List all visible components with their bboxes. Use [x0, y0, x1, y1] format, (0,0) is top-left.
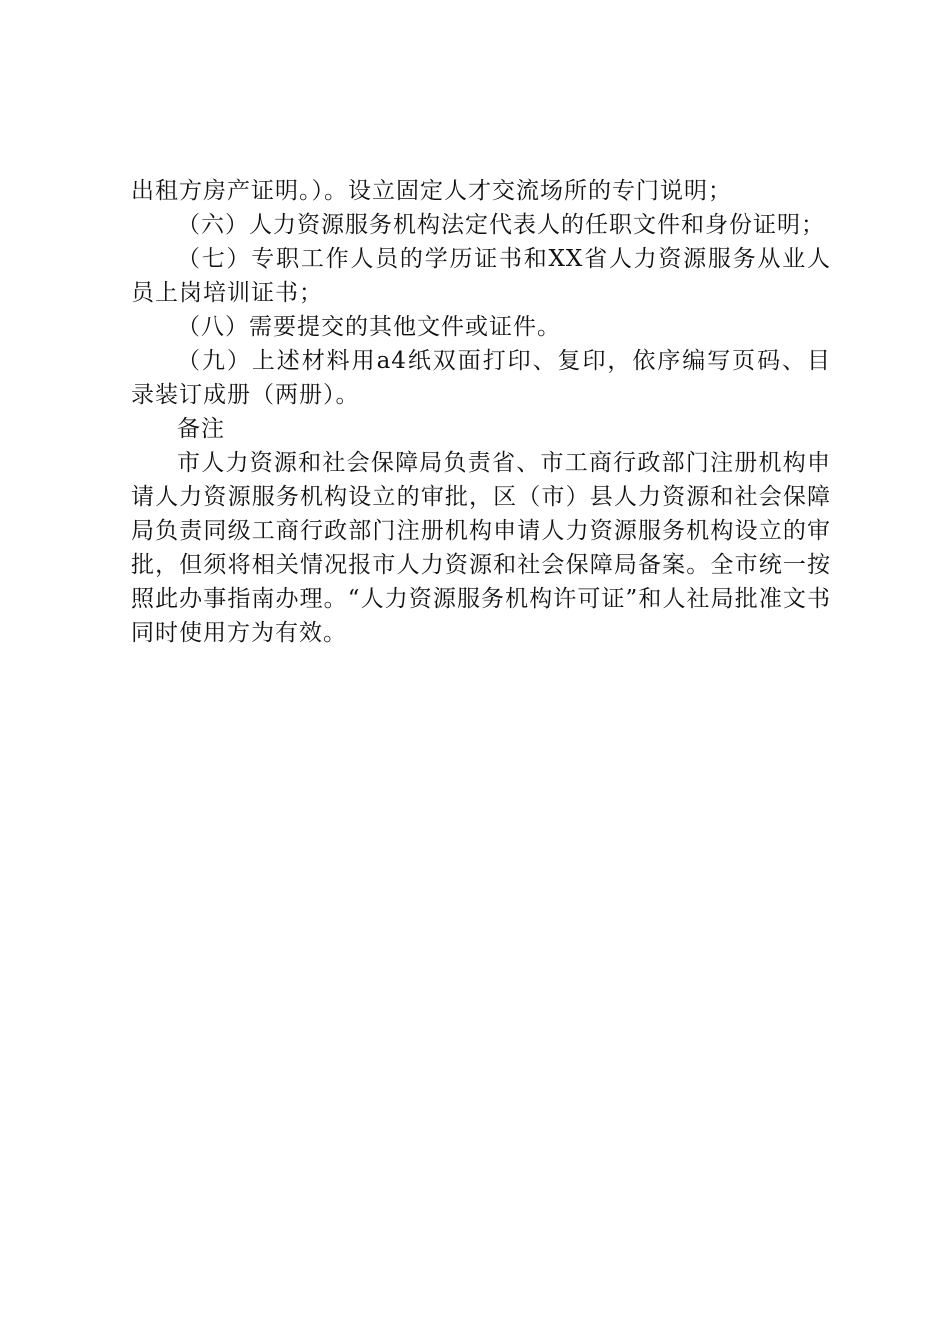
- paragraph-item-7: （七）专职工作人员的学历证书和XX省人力资源服务从业人员上岗培训证书；: [131, 246, 831, 306]
- document-body: [131, 174, 831, 650]
- paragraph-item-6: （六）人力资源服务机构法定代表人的任职文件和身份证明；: [177, 212, 825, 238]
- paragraph-item-9: （九）上述材料用a4纸双面打印、复印，依序编写页码、目录装订成册（两册）。: [131, 348, 831, 408]
- paragraph-continuation: 出租方房产证明。）。设立固定人才交流场所的专门说明；: [131, 178, 732, 204]
- paragraph-item-8: （八）需要提交的其他文件或证件。: [177, 314, 561, 340]
- remarks-body: 市人力资源和社会保障局负责省、市工商行政部门注册机构申请人力资源服务机构设立的审批，区（市）县人力资源和社会保障局负责同级工商行政部门注册机构申请人力资源服务机构设立的审批，但须将相关情况报市人力资源和社会保障局备案。全市统一按照此办事指南办理。“人力资源服务机构许可证”和人社局批准文书同时使用方为有效。: [131, 450, 831, 646]
- remarks-heading: 备注: [177, 416, 225, 442]
